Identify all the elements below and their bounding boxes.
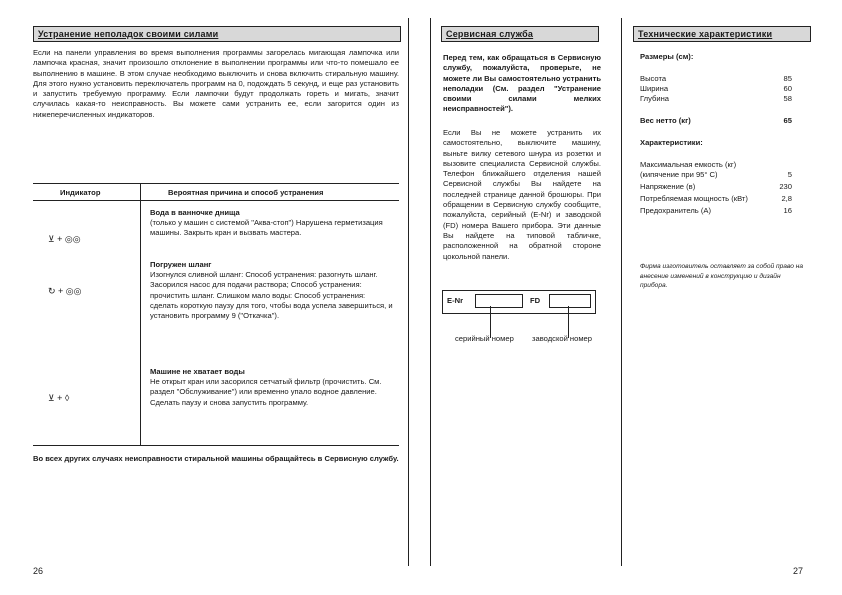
serial-number-label: серийный номер (455, 334, 514, 343)
specs-title: Характеристики: (640, 138, 703, 147)
dimension-row: Глубина 58 (640, 94, 792, 103)
row-3-title: Машине не хватает воды (150, 367, 245, 376)
page-number-left: 26 (33, 566, 44, 576)
page-gutter-left (408, 18, 409, 566)
plate-enr-label: E-Nr (447, 296, 464, 305)
plate-fd-label: FD (530, 296, 541, 305)
row-1-title: Вода в ванночке днища (150, 208, 240, 217)
indicator-icons-row-1: ⊻ + ◎◎ (48, 234, 81, 244)
spec-row: Предохранитель (А) 16 (640, 206, 792, 215)
troubleshooting-header: Устранение неполадок своими силами (33, 26, 401, 42)
service-body: Если Вы не можете устранить их самостоятельно, выключите машину, выньте вилку сетевого шнура из розетки и вызовите специалиста Сервисной службы. Телефон ближайшего отделения нашей Сервисной службы Вы найдете на последней странице данной брошюры. При обращении в Сервисную службу сообщите, пожалуйста, серийный (E-Nr) и заводской (FD) номера Вашего прибора. Эти данные Вы найдете на типовой табличке, расположенной на обратной стороне цокольной панели. (443, 128, 601, 261)
factory-number-label: заводской номер (532, 334, 593, 343)
left-page (0, 0, 412, 595)
net-weight-row: Вес нетто (кг) 65 (640, 116, 792, 125)
service-header: Сервисная служба (441, 26, 599, 42)
spec-row: Максимальная емкость (кг) (640, 160, 737, 169)
row-2-body: Изогнулся сливной шланг: Способ устранения: разогнуть шланг. Засорился насос для подачи раствора; Способ устранения: прочистить шланг. Слишком мало воды: Способ устранения: сделать короткую паузу для того, чтобы вода успела завершиться, и установить программу 9 ("Откачка"). (150, 270, 393, 321)
row-1-body: (только у машин с системой "Аква-стоп") Нарушена герметизация машины. Закрыть кран и вызвать мастера. (150, 218, 383, 238)
spec-row: Потребляемая мощность (кВт) 2,8 (640, 194, 792, 203)
indicator-icons-row-2: ↻ + ◎◎ (48, 286, 82, 296)
service-footer-note: Во всех других случаях неисправности стиральной машины обращайтесь в Сервисную службу. (33, 454, 399, 463)
col-cause-header: Вероятная причина и способ устранения (168, 188, 324, 197)
spec-row: (кипячение при 95° С) 5 (640, 170, 792, 179)
indicator-icons-row-3: ⊻ + ◊ (48, 393, 70, 403)
row-2-title: Погружен шланг (150, 260, 212, 269)
table-top-line (33, 183, 399, 184)
service-bold-intro: Перед тем, как обращаться в Сервисную службу, пожалуйста, проверьте, не можете ли Вы самостоятельно устранить неполадки (См. раздел "Устранение своими силами мелких неисправностей"). (443, 53, 601, 114)
column-divider (621, 18, 622, 566)
troubleshooting-intro: Если на панели управления во время выполнения программы загорелась мигающая лампочка или лампочка красная, значит произошло отклонение в выполнении программы или что-то помешало ее выполнению в машине. В этом случае необходимо выключить и снова включить стиральную машину. Для этого нужно установить переключатель программ на 0, подождать 5 секунд, и еще раз установить и запустить требуемую программу. Если лампочки будут продолжать гореть и мигать, значит случилась какая-то неисправность. Вы можете сами устранить ее, если загорится один из нижеперечисленных индикаторов. (33, 48, 399, 119)
dimension-row: Высота 85 (640, 74, 792, 83)
plate-enr-field (475, 294, 523, 308)
table-column-divider (140, 183, 141, 445)
table-header-line (33, 200, 399, 201)
dimension-row: Ширина 60 (640, 84, 792, 93)
plate-fd-field (549, 294, 591, 308)
col-indicator-header: Индикатор (60, 188, 101, 197)
page-number-right: 27 (793, 566, 804, 576)
spec-row: Напряжение (в) 230 (640, 182, 792, 191)
table-bottom-line (33, 445, 399, 446)
row-3-body: Не открыт кран или засорился сетчатый фильтр (прочистить. См. раздел "Обслуживание") или временно упало водное давление. Сделать паузу и снова запустить программу. (150, 377, 382, 407)
dimensions-title: Размеры (см): (640, 52, 694, 61)
specs-header: Технические характеристики (633, 26, 811, 42)
page-gutter-right (430, 18, 431, 566)
manufacturer-disclaimer: Фирма изготовитель оставляет за собой право на внесение изменений в конструкцию и дизайн прибора. (640, 263, 804, 289)
